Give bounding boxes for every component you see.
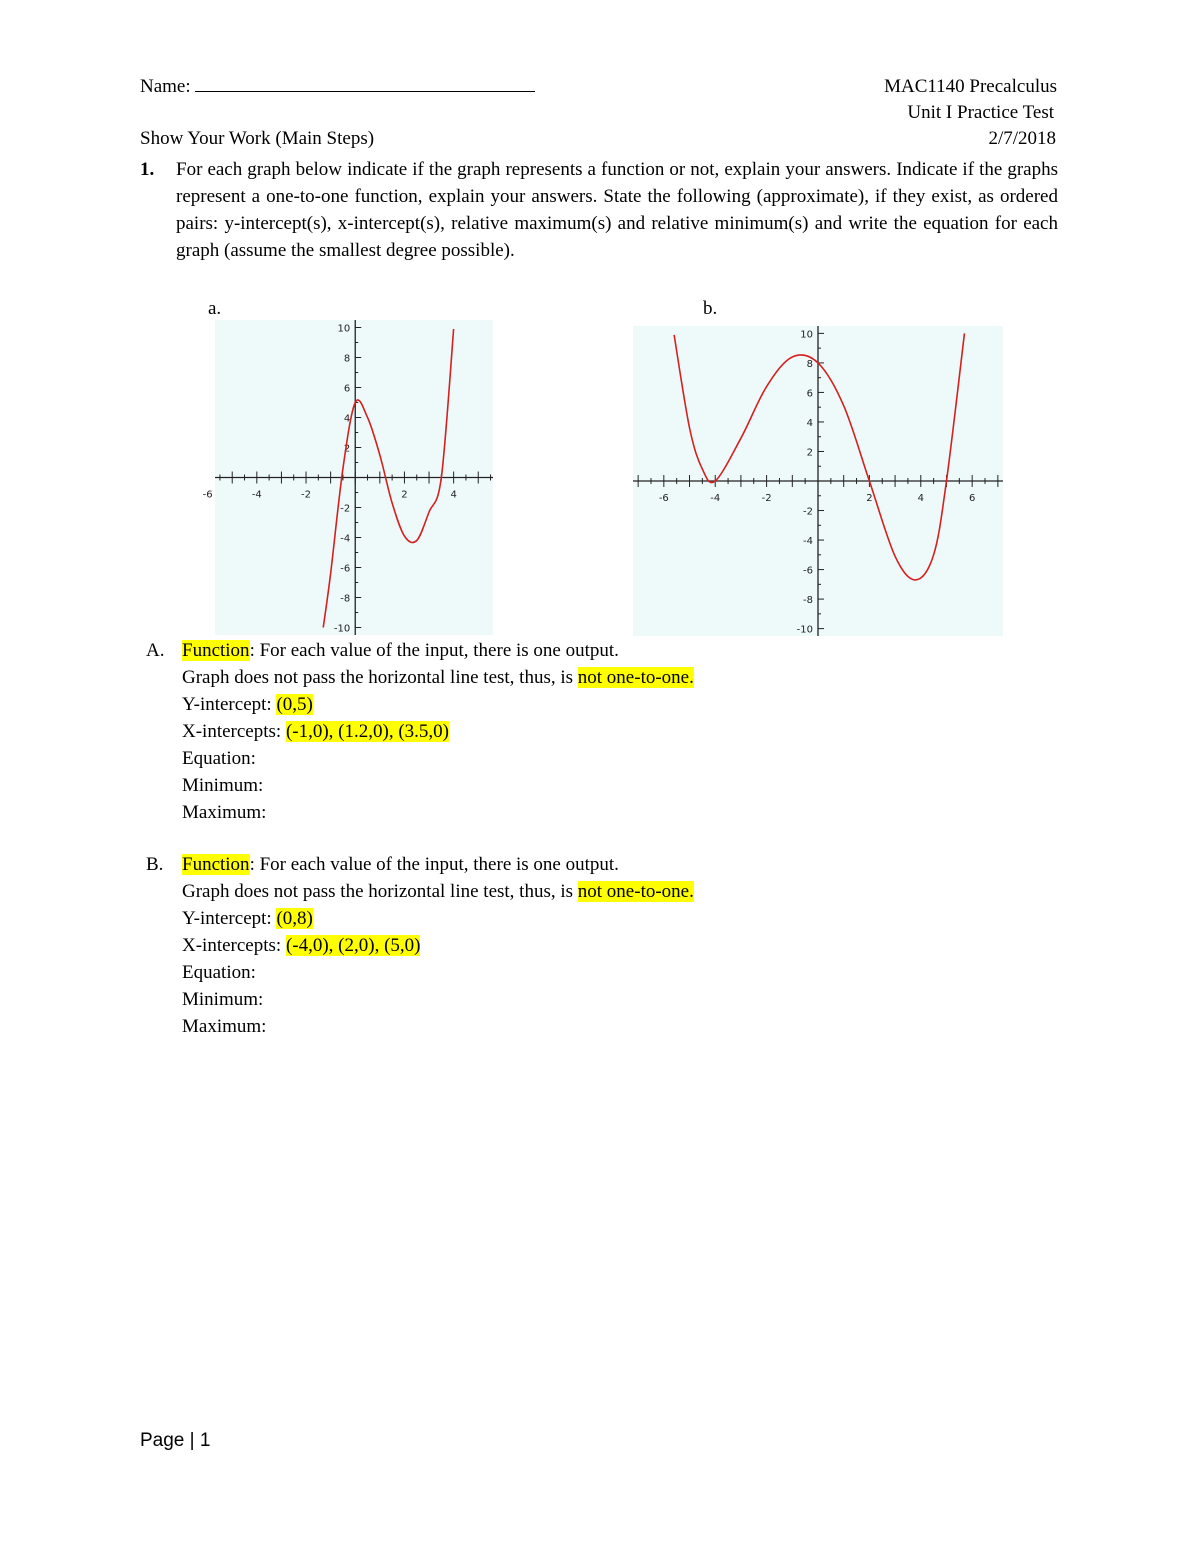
graph-b-label: b. <box>703 298 718 319</box>
question-text: For each graph below indicate if the graph represents a function or not, explain your answers. Indicate if the graphs represent a one-to-one function, explain your answers. State the following (approximate), if they exist, as ordered pairs: y-intercept(s), x-intercept(s), relative maximum(s) and relative minimum(s) and write the equation for each graph (assume the smallest degree possible). <box>176 159 1058 261</box>
y-intercept-value: (0,8) <box>276 908 313 929</box>
y-tick-label: -8 <box>340 593 351 605</box>
instructions: Show Your Work (Main Steps) <box>140 128 375 149</box>
y-tick-label: 10 <box>800 329 813 341</box>
x-intercepts-label: X-intercepts: <box>182 935 286 956</box>
answer-label: A. <box>146 640 165 661</box>
x-intercepts-value: (-4,0), (2,0), (5,0) <box>285 935 421 956</box>
function-word: Function <box>182 854 250 875</box>
y-tick-label: -10 <box>333 623 351 635</box>
graph-a <box>202 320 493 635</box>
y-tick-label: 4 <box>343 413 351 425</box>
y-tick-label: 2 <box>806 447 813 459</box>
x-tick-label: -6 <box>202 489 213 501</box>
answer-b <box>146 851 694 1040</box>
x-tick-label: 4 <box>917 493 924 504</box>
graph-b <box>633 326 1003 636</box>
y-tick-label: -2 <box>803 506 813 518</box>
name-blank-line <box>195 77 535 92</box>
page-number: Page | 1 <box>140 1430 211 1451</box>
test-date: 2/7/2018 <box>988 128 1056 149</box>
y-tick-label: -6 <box>803 565 813 577</box>
function-explanation: : For each value of the input, there is one output. <box>249 640 619 661</box>
y-intercept-label: Y-intercept: <box>182 694 277 715</box>
one-to-one-text: Graph does not pass the horizontal line test, thus, is <box>182 667 578 688</box>
maximum-label: Maximum: <box>182 802 267 823</box>
one-to-one-text: Graph does not pass the horizontal line test, thus, is <box>182 881 578 902</box>
x-tick-label: -2 <box>301 489 312 501</box>
question-number: 1. <box>140 159 155 180</box>
x-tick-label: -2 <box>761 493 772 504</box>
y-tick-label: 2 <box>343 443 351 455</box>
y-tick-label: 6 <box>343 383 351 395</box>
y-tick-label: -10 <box>796 624 813 636</box>
function-word: Function <box>182 640 250 661</box>
x-tick-label: -4 <box>251 489 262 501</box>
name-field <box>140 76 535 98</box>
y-tick-label: 4 <box>806 417 813 429</box>
x-tick-label: -4 <box>710 493 721 504</box>
y-tick-label: 8 <box>806 358 813 370</box>
x-intercepts-value: (-1,0), (1.2,0), (3.5,0) <box>285 721 449 742</box>
y-intercept-value: (0,5) <box>276 694 313 715</box>
y-tick-label: -2 <box>340 503 351 515</box>
x-tick-label: -6 <box>658 493 669 504</box>
answer-label: B. <box>146 854 164 875</box>
y-tick-label: -8 <box>803 595 813 607</box>
maximum-label: Maximum: <box>182 1016 267 1037</box>
x-tick-label: 4 <box>450 489 457 501</box>
minimum-label: Minimum: <box>182 989 264 1010</box>
function-explanation: : For each value of the input, there is one output. <box>249 854 619 875</box>
x-tick-label: 2 <box>866 493 873 504</box>
equation-label: Equation: <box>182 748 256 769</box>
x-intercepts-label: X-intercepts: <box>182 721 286 742</box>
y-tick-label: 10 <box>337 323 351 335</box>
equation-label: Equation: <box>182 962 256 983</box>
name-label: Name: <box>140 76 191 97</box>
course-title: MAC1140 Precalculus <box>884 76 1057 97</box>
one-to-one-answer: not one-to-one. <box>577 667 694 688</box>
y-tick-label: -4 <box>340 533 351 545</box>
answer-a <box>146 637 694 826</box>
question-1 <box>140 156 1058 264</box>
x-tick-label: 2 <box>401 489 408 501</box>
y-tick-label: 8 <box>343 353 351 365</box>
minimum-label: Minimum: <box>182 775 264 796</box>
y-tick-label: -6 <box>340 563 351 575</box>
x-tick-label: 6 <box>968 493 976 504</box>
y-intercept-label: Y-intercept: <box>182 908 277 929</box>
one-to-one-answer: not one-to-one. <box>577 881 694 902</box>
test-title: Unit I Practice Test <box>907 102 1054 123</box>
graph-a-label: a. <box>208 298 222 319</box>
y-tick-label: 6 <box>806 388 813 400</box>
y-tick-label: -4 <box>803 536 813 548</box>
